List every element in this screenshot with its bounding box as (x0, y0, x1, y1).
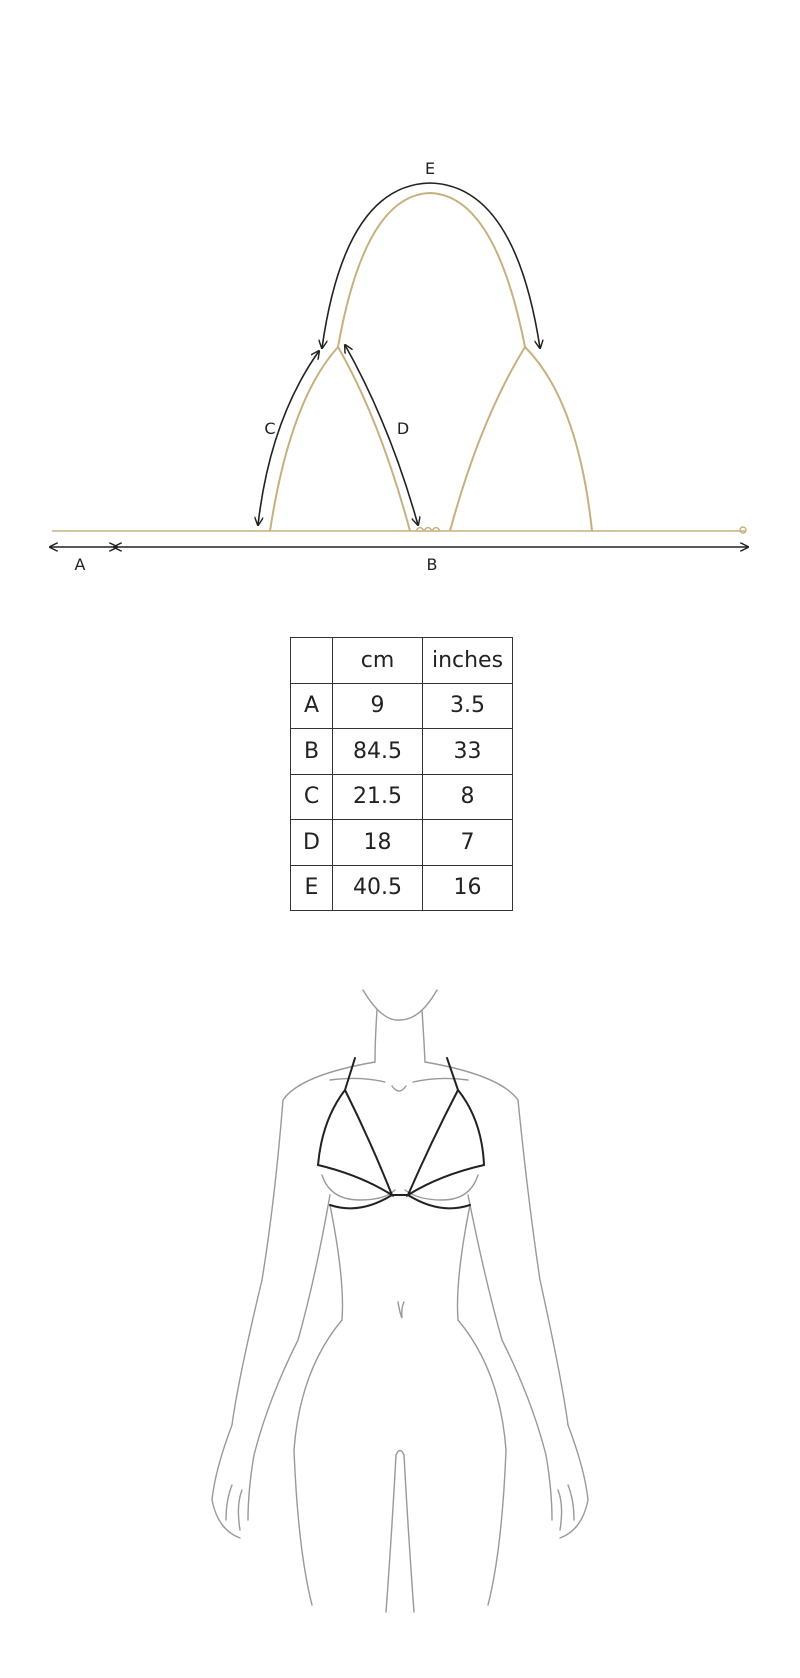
table-header-cell (291, 638, 333, 684)
inner-leg-left (386, 1455, 396, 1612)
neck-left (375, 1010, 377, 1062)
table-cell-inches: 33 (423, 729, 513, 775)
bikini-top (318, 1058, 484, 1208)
torso-right (458, 1205, 507, 1605)
bikini-cup-right (408, 1090, 484, 1195)
chin-line (363, 990, 437, 1020)
table-cell-cm: 21.5 (333, 774, 423, 820)
table-cell-label: C (291, 774, 333, 820)
collarbone-right (413, 1078, 468, 1082)
body-outline (212, 990, 588, 1612)
bikini-strap-right (447, 1058, 458, 1090)
navel (398, 1302, 404, 1318)
neck-right (422, 1010, 425, 1062)
table-cell-inches: 8 (423, 774, 513, 820)
table-row (291, 865, 513, 911)
table-header-row (291, 638, 513, 684)
arrow-c (258, 351, 319, 525)
breast-left (322, 1175, 395, 1200)
bikini-band (330, 1195, 470, 1208)
chain-right-cup (450, 347, 592, 531)
table-cell-inches: 16 (423, 865, 513, 911)
breast-right (405, 1175, 478, 1200)
table-row (291, 729, 513, 775)
hand-left (226, 1485, 242, 1530)
table-cell-label: E (291, 865, 333, 911)
crotch (396, 1451, 404, 1456)
inner-leg-right (404, 1455, 414, 1612)
hand-right (558, 1485, 574, 1530)
label-c: C (264, 419, 276, 438)
collarbone-left (330, 1078, 385, 1082)
shoulder-left (212, 1062, 375, 1538)
chain-bikini-top (52, 193, 746, 533)
label-e: E (424, 159, 436, 178)
label-b: B (426, 555, 438, 574)
table-row (291, 820, 513, 866)
arrow-e (322, 183, 540, 348)
chain-clasp (740, 527, 746, 533)
table-cell-cm: 18 (333, 820, 423, 866)
table-row (291, 774, 513, 820)
sternum-notch (392, 1086, 406, 1091)
table-cell-label: D (291, 820, 333, 866)
table-cell-label: B (291, 729, 333, 775)
measurement-diagram (0, 0, 800, 600)
label-d: D (396, 419, 410, 438)
table-cell-inches: 3.5 (423, 683, 513, 729)
table-row (291, 683, 513, 729)
table-cell-cm: 40.5 (333, 865, 423, 911)
label-a: A (74, 555, 86, 574)
table-cell-cm: 9 (333, 683, 423, 729)
arm-left-inner (248, 1195, 330, 1520)
arm-right-inner (468, 1195, 552, 1520)
size-table (290, 637, 513, 911)
table-cell-inches: 7 (423, 820, 513, 866)
table-header-cell: inches (423, 638, 513, 684)
table-header-cell: cm (333, 638, 423, 684)
table-cell-label: A (291, 683, 333, 729)
bikini-cup-left (318, 1090, 392, 1195)
table-cell-cm: 84.5 (333, 729, 423, 775)
bikini-strap-left (345, 1058, 355, 1090)
shoulder-right (425, 1062, 588, 1538)
torso-left (294, 1205, 343, 1605)
